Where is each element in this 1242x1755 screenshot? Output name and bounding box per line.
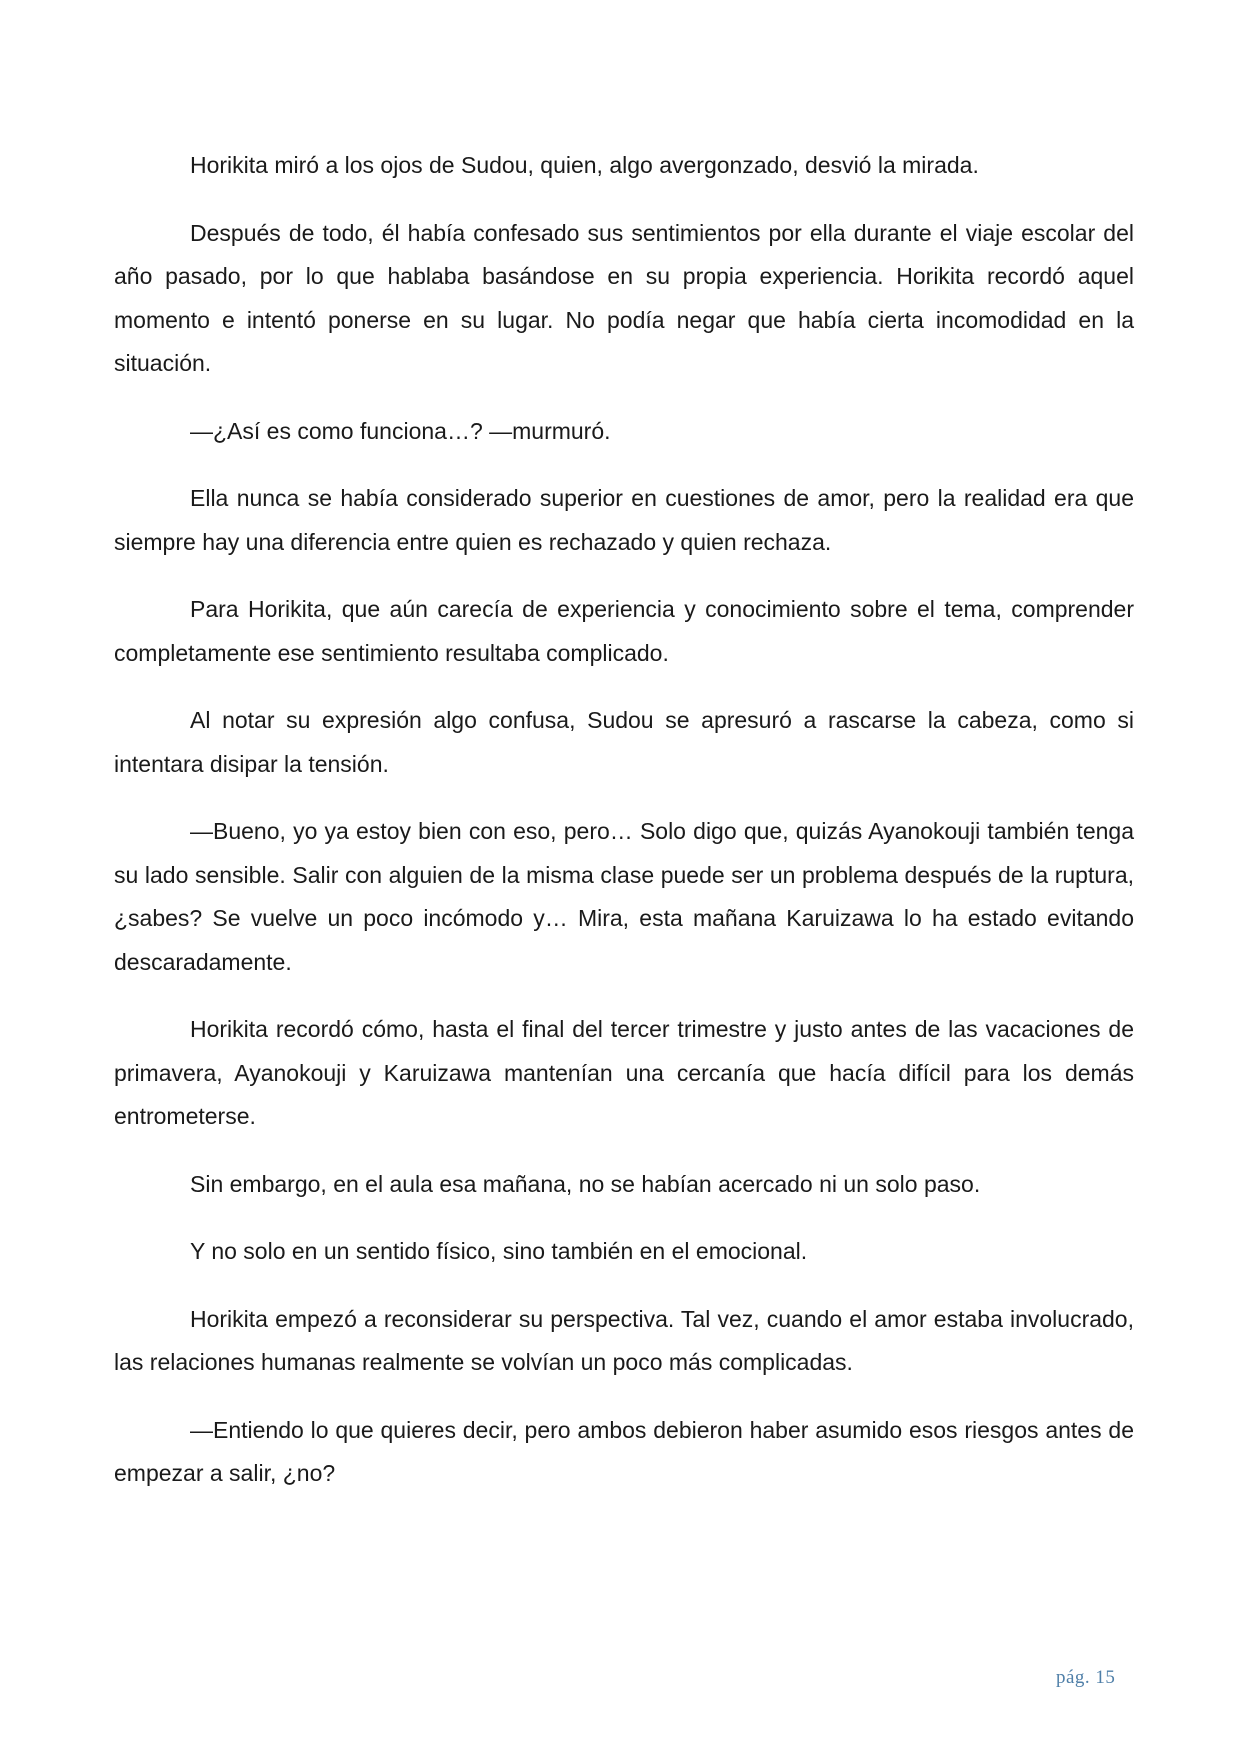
- paragraph: Al notar su expresión algo confusa, Sudou se apresuró a rascarse la cabeza, como si intentara disipar la tensión.: [114, 707, 1134, 777]
- page-number: pág. 15: [1056, 1667, 1116, 1688]
- paragraph: Horikita miró a los ojos de Sudou, quien, algo avergonzado, desvió la mirada.: [190, 152, 979, 178]
- paragraph: —Bueno, yo ya estoy bien con eso, pero… Solo digo que, quizás Ayanokouji también tenga su lado sensible. Salir con alguien de la misma clase puede ser un problema después de la ruptura, ¿sabes? Se vuelve un poco incómodo y… Mira, esta mañana Karuizawa lo ha estado evitando descaradamente.: [114, 818, 1134, 975]
- paragraph: Para Horikita, que aún carecía de experiencia y conocimiento sobre el tema, comprender completamente ese sentimiento resultaba complicado.: [114, 596, 1134, 666]
- paragraph: —¿Así es como funciona…? —murmuró.: [190, 417, 611, 444]
- paragraph: Horikita recordó cómo, hasta el final del tercer trimestre y justo antes de las vacaciones de primavera, Ayanokouji y Karuizawa mantenían una cercanía que hacía difícil para los demás entrometerse.: [114, 1016, 1134, 1129]
- paragraph: Y no solo en un sentido físico, sino también en el emocional.: [190, 1238, 808, 1264]
- paragraph: Horikita empezó a reconsiderar su perspectiva. Tal vez, cuando el amor estaba involucrado, las relaciones humanas realmente se volvían un poco más complicadas.: [114, 1305, 1134, 1375]
- paragraph: Ella nunca se había considerado superior en cuestiones de amor, pero la realidad era que siempre hay una diferencia entre quien es rechazado y quien rechaza.: [114, 485, 1134, 555]
- paragraph: Después de todo, él había confesado sus sentimientos por ella durante el viaje escolar del año pasado, por lo que hablaba basándose en su propia experiencia. Horikita recordó aquel momento e intentó ponerse en su lugar. No podía negar que había cierta incomodidad en la situación.: [114, 219, 1134, 376]
- body-text: [114, 144, 1134, 1520]
- paragraph: —Entiendo lo que quieres decir, pero ambos debieron haber asumido esos riesgos antes de empezar a salir, ¿no?: [114, 1416, 1134, 1486]
- paragraph: Sin embargo, en el aula esa mañana, no se habían acercado ni un solo paso.: [190, 1170, 981, 1197]
